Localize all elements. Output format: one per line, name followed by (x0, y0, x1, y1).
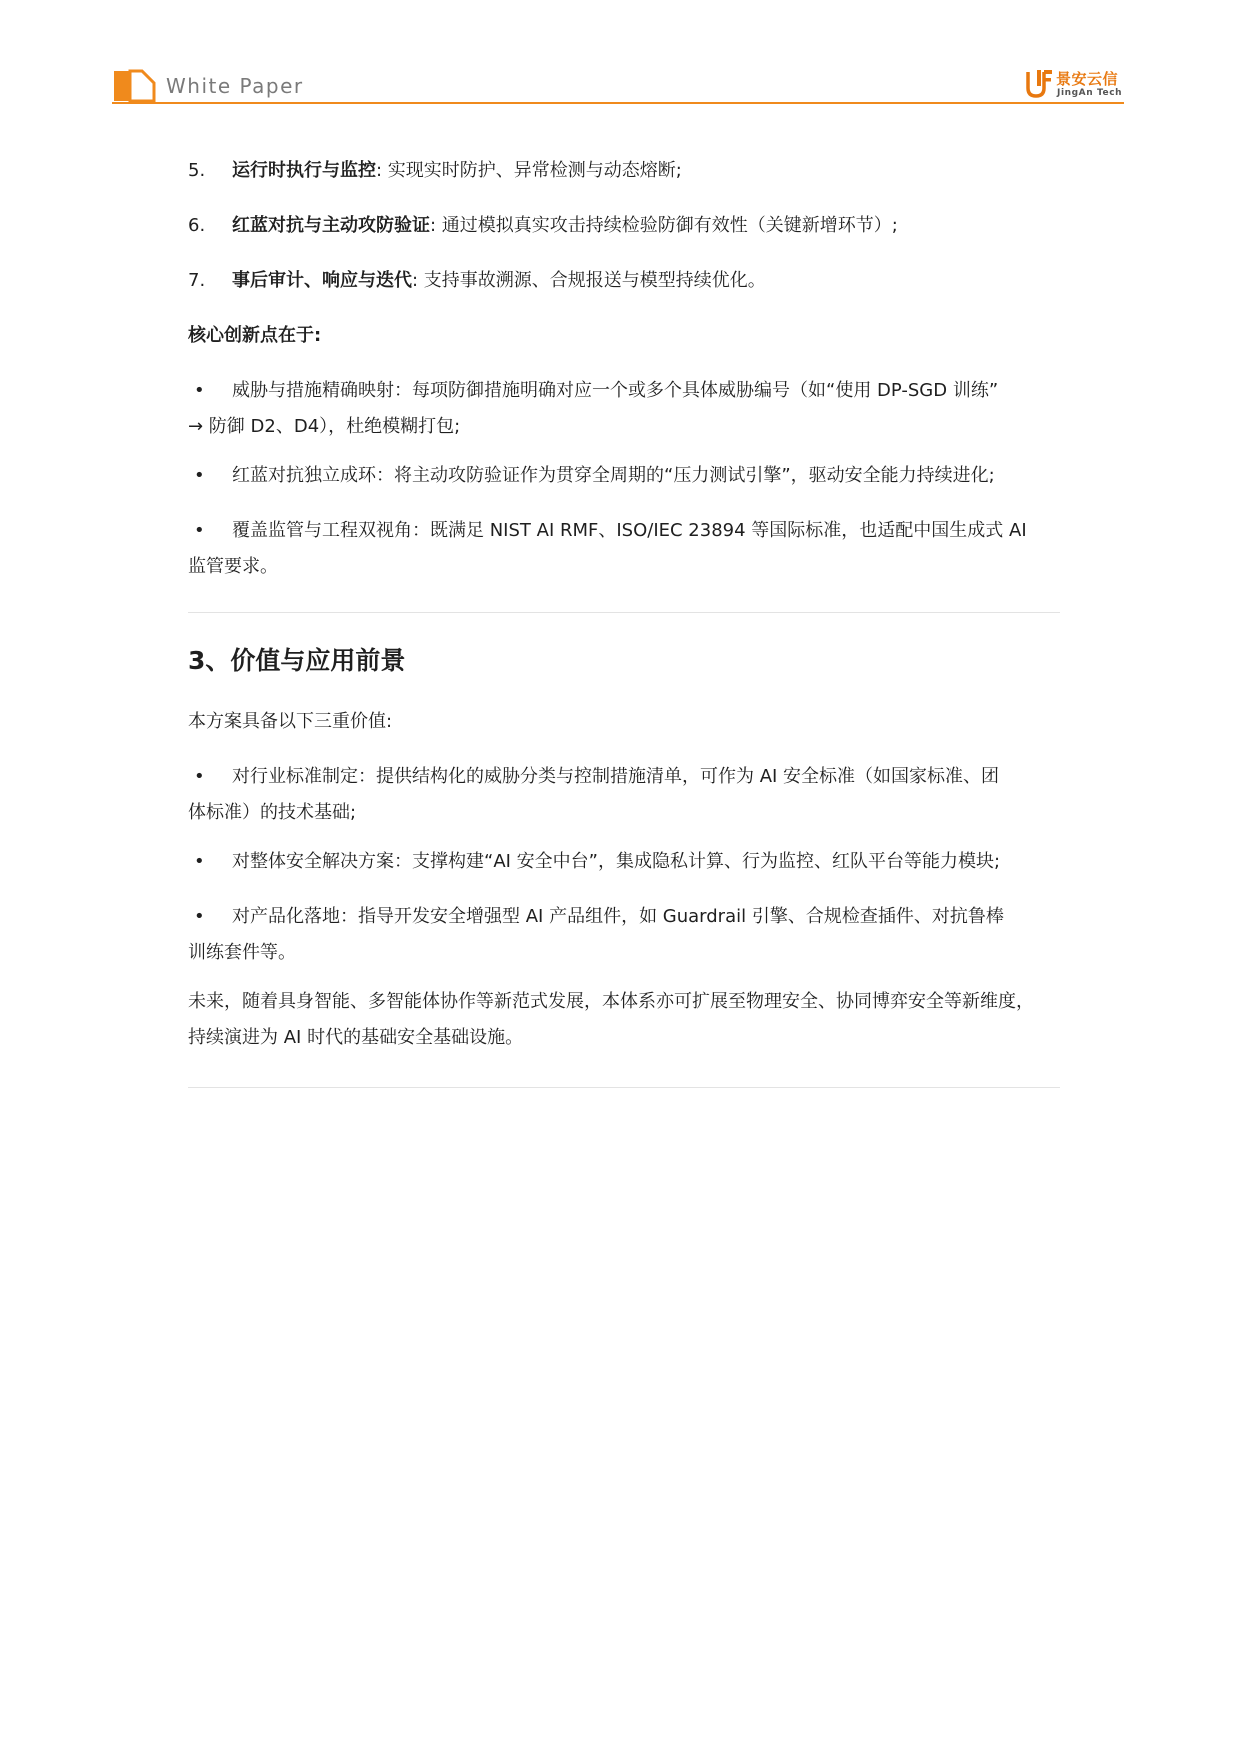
header-title: White Paper (166, 74, 304, 98)
innovation-text: 红蓝对抗独立成环：将主动攻防验证作为贯穿全周期的“压力测试引擎”，驱动安全能力持续进化; (232, 465, 995, 486)
list-number: 6. (188, 215, 206, 236)
section-divider (188, 1087, 1060, 1088)
list-item (188, 370, 1068, 442)
bullet-marker: • (194, 851, 205, 872)
section-heading: 3、价值与应用前景 (188, 646, 406, 675)
brand-logo (1024, 64, 1124, 100)
closing-paragraph (188, 981, 1068, 1053)
step-text: : 实现实时防护、异常检测与动态熔断; (376, 160, 682, 181)
step-text: : 通过模拟真实攻击持续检验防御有效性（关键新增环节）; (430, 215, 898, 236)
step-title: 红蓝对抗与主动攻防验证 (232, 215, 430, 236)
list-item (188, 756, 1068, 828)
document-body (188, 150, 1068, 1088)
innovation-text-continued: → 防御 D2、D4），杜绝模糊打包; (188, 416, 461, 437)
step-text: : 支持事故溯源、合规报送与模型持续优化。 (412, 270, 766, 291)
list-item (188, 841, 1068, 883)
innovation-text: 覆盖监管与工程双视角：既满足 NIST AI RMF、ISO/IEC 23894 等国际标准，也适配中国生成式 AI (232, 520, 1027, 541)
section-intro: 本方案具备以下三重价值: (188, 711, 393, 732)
header-divider (112, 102, 1124, 104)
white-paper-logo-icon (112, 67, 156, 103)
innovation-text: 威胁与措施精确映射：每项防御措施明确对应一个或多个具体威胁编号（如“使用 DP-SGD 训练” (232, 380, 999, 401)
closing-text-continued: 持续演进为 AI 时代的基础安全基础设施。 (188, 1027, 524, 1048)
step-title: 运行时执行与监控 (232, 160, 376, 181)
list-item (188, 510, 1068, 582)
step-title: 事后审计、响应与迭代 (232, 270, 412, 291)
value-text-continued: 训练套件等。 (188, 942, 296, 963)
innovation-heading: 核心创新点在于: (188, 325, 322, 346)
bullet-marker: • (194, 906, 205, 927)
brand-name-cn: 景安云信 (1056, 70, 1119, 88)
value-text: 对整体安全解决方案：支撑构建“AI 安全中台”，集成隐私计算、行为监控、红队平台等能力模块; (232, 851, 1001, 872)
list-item (188, 150, 1068, 192)
bullet-marker: • (194, 520, 205, 541)
bullet-marker: • (194, 380, 205, 401)
innovation-text-continued: 监管要求。 (188, 556, 278, 577)
page-header (112, 60, 1124, 104)
list-item (188, 455, 1068, 497)
value-text: 对产品化落地：指导开发安全增强型 AI 产品组件，如 Guardrail 引擎、合规检查插件、对抗鲁棒 (232, 906, 1004, 927)
list-item (188, 896, 1068, 968)
brand-mark-icon (1024, 66, 1054, 98)
value-text-continued: 体标准）的技术基础; (188, 802, 357, 823)
bullet-marker: • (194, 766, 205, 787)
bullet-marker: • (194, 465, 205, 486)
list-number: 7. (188, 270, 206, 291)
value-text: 对行业标准制定：提供结构化的威胁分类与控制措施清单，可作为 AI 安全标准（如国家标准、团 (232, 766, 1000, 787)
closing-text: 未来，随着具身智能、多智能体协作等新范式发展，本体系亦可扩展至物理安全、协同博弈安全等新维度， (188, 991, 1034, 1012)
list-item (188, 260, 1068, 302)
brand-name-en: JingAn Tech (1057, 88, 1123, 98)
list-number: 5. (188, 160, 206, 181)
list-item (188, 205, 1068, 247)
